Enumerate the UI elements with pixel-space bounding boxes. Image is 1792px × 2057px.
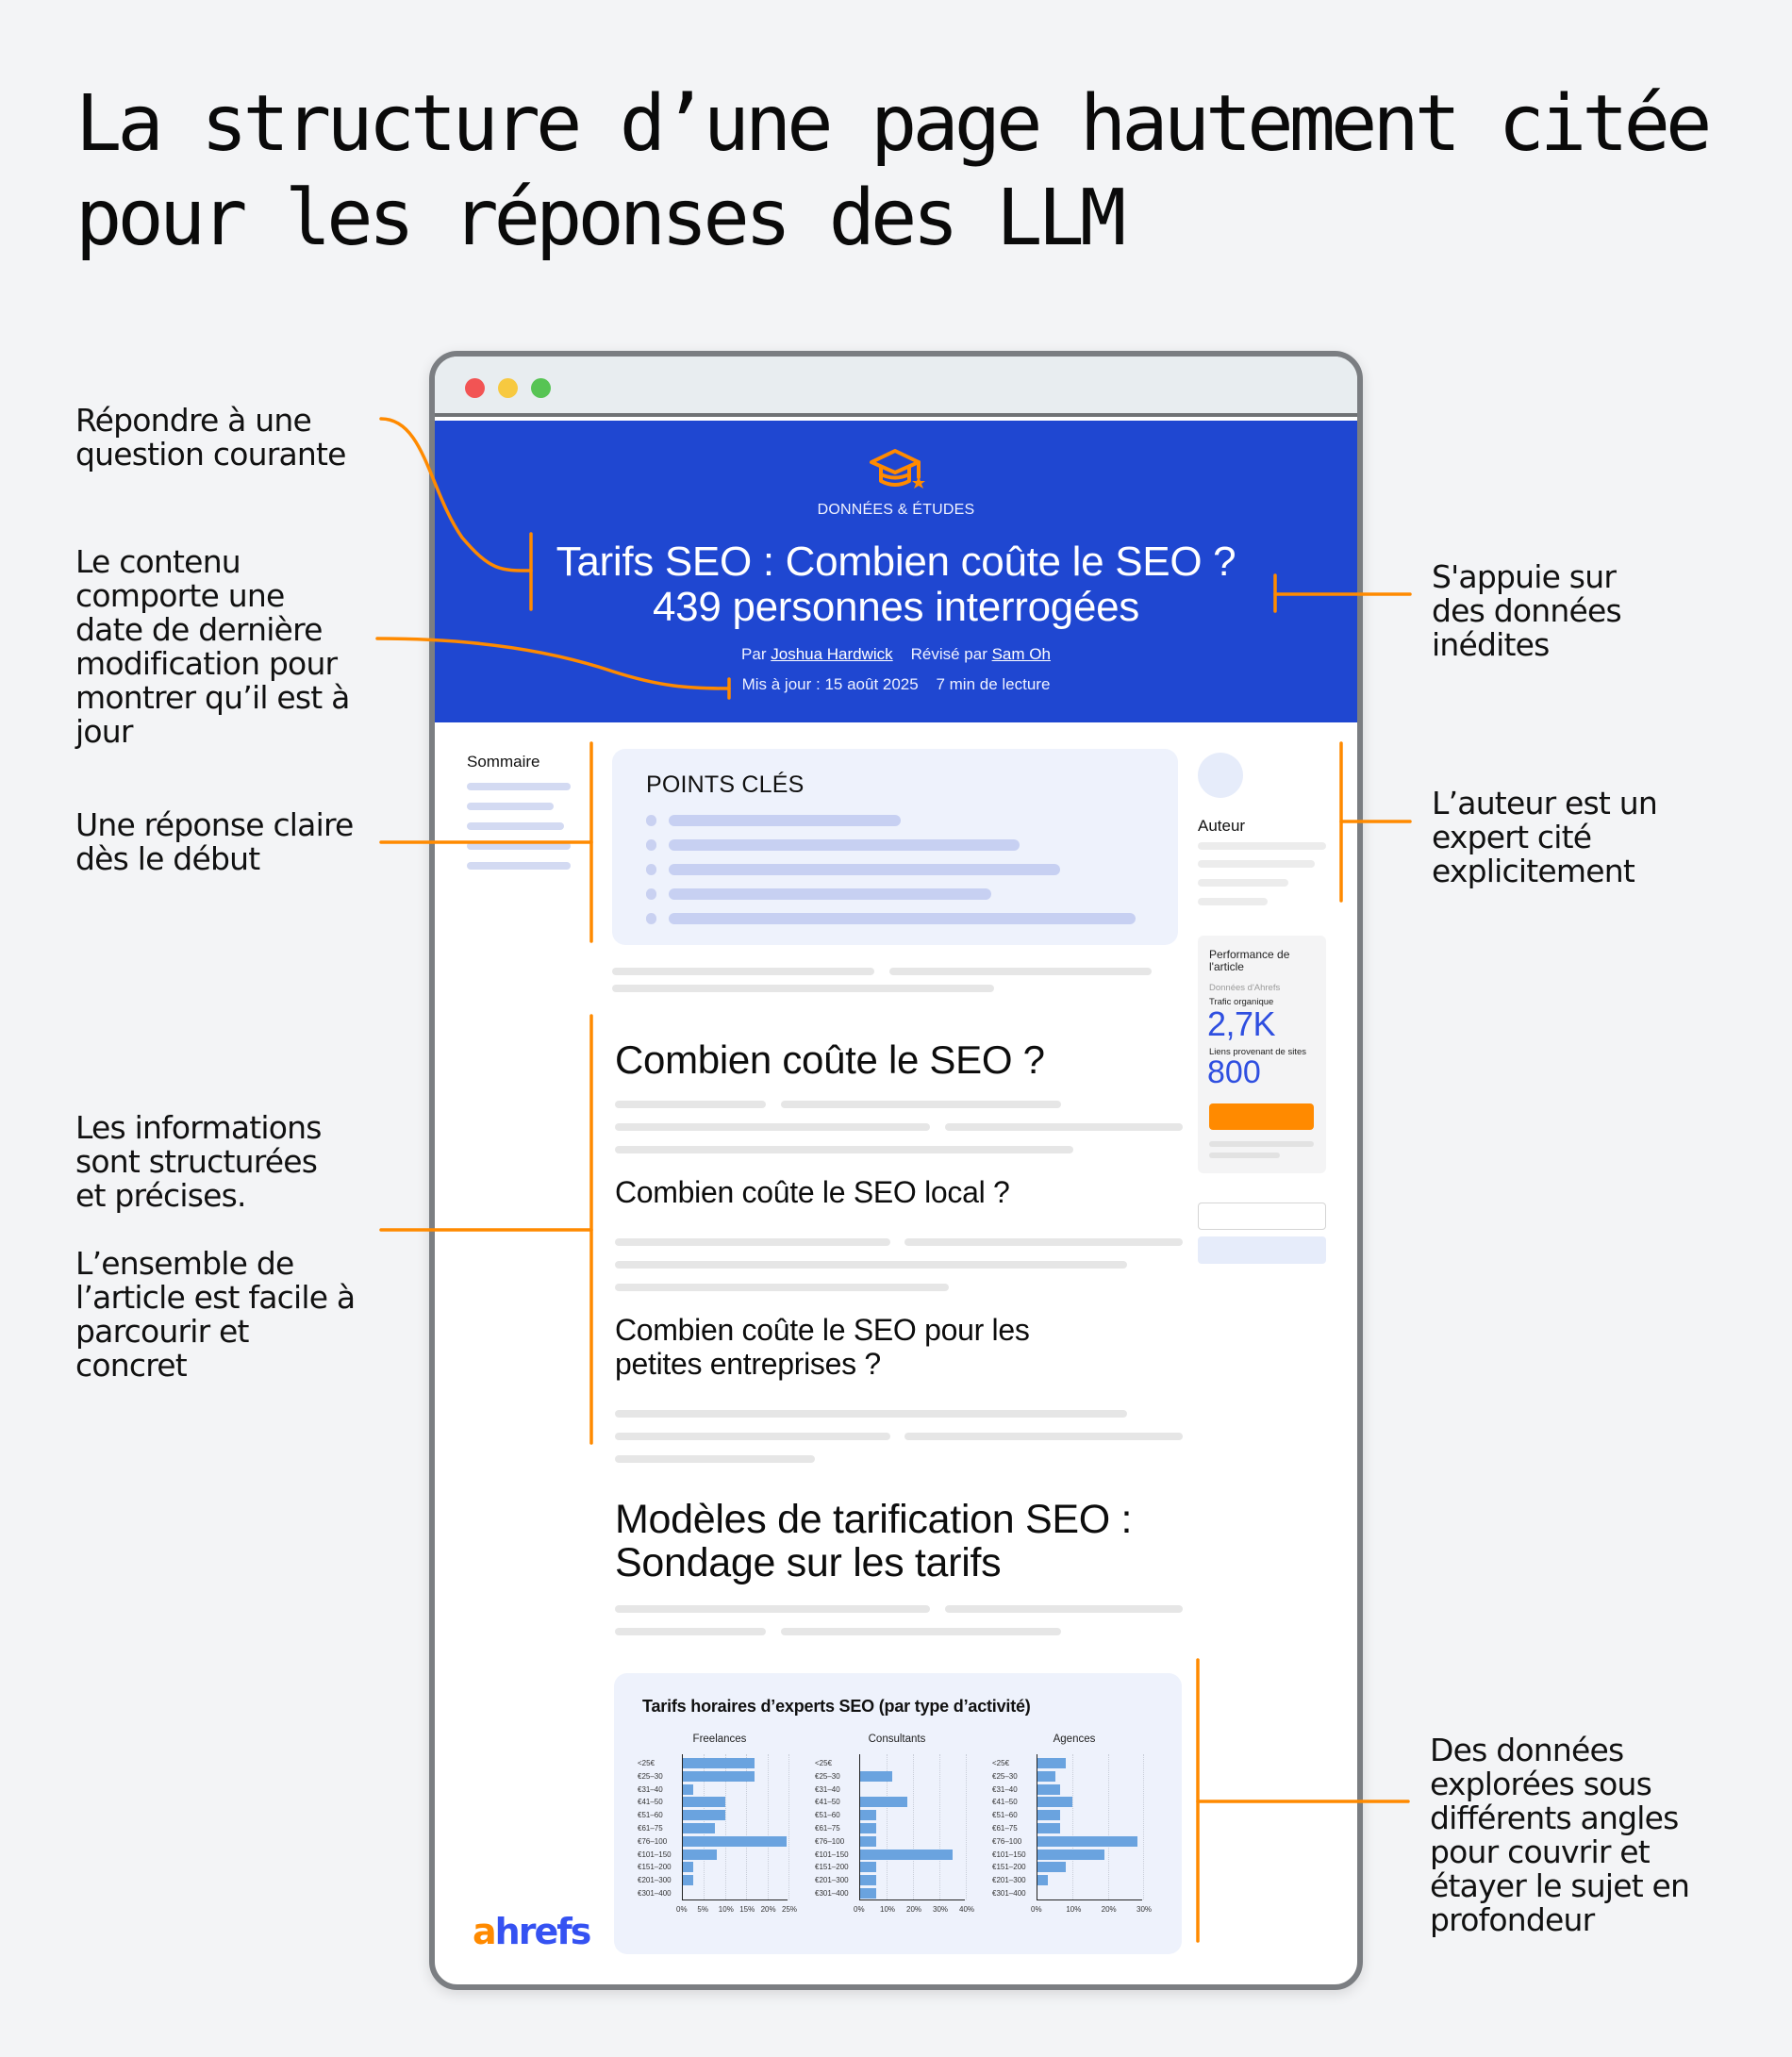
category-label: €101–150 (992, 1850, 1026, 1859)
key-points-box (612, 749, 1178, 945)
annotation-original-data (1432, 560, 1621, 662)
article-category[interactable]: DONNÉES & ÉTUDES (817, 502, 975, 518)
annotation-line: expert cité (1432, 819, 1592, 855)
annotation-scannable (75, 1247, 355, 1383)
axis-tick: 15% (739, 1905, 755, 1914)
axis-tick: 0% (676, 1905, 688, 1914)
bar (860, 1771, 892, 1782)
logo-a: a (473, 1911, 495, 1952)
axis-tick: 0% (1031, 1905, 1042, 1914)
category-label: €76–100 (638, 1836, 668, 1846)
bar (683, 1771, 755, 1782)
category-label: <25€ (992, 1759, 1010, 1767)
heading-line: petites entreprises ? (615, 1347, 881, 1381)
bullet-icon (646, 913, 656, 924)
placeholder-line (1198, 860, 1315, 868)
category-label: €61–75 (815, 1824, 840, 1833)
annotation-line: question courante (75, 436, 346, 473)
annotation-line: des données (1432, 592, 1621, 629)
bar (1037, 1784, 1060, 1795)
placeholder-line (1209, 1153, 1280, 1158)
annotation-line: dès le début (75, 840, 260, 877)
category-label: €301–400 (638, 1889, 672, 1898)
annotation-line: L’auteur est un (1432, 785, 1657, 821)
bar (683, 1758, 755, 1768)
category-label: €41–50 (992, 1798, 1018, 1807)
axis-tick: 10% (880, 1905, 896, 1914)
read-time: 7 min de lecture (936, 675, 1051, 693)
browser-window (429, 351, 1363, 1990)
section-heading-pricing-models (615, 1498, 1132, 1584)
placeholder-line (945, 1123, 1183, 1131)
cta-button[interactable] (1209, 1103, 1314, 1130)
mini-chart-agences (989, 1734, 1169, 1922)
pricing-chart-card (614, 1673, 1182, 1954)
referring-domains-value: 800 (1207, 1054, 1261, 1090)
placeholder-line (904, 1433, 1183, 1440)
annotation-line: Les informations (75, 1109, 322, 1146)
category-label: €61–75 (992, 1824, 1018, 1833)
chart-title: Tarifs horaires d’experts SEO (par type d’activité) (642, 1697, 1031, 1716)
axis-tick: 0% (854, 1905, 865, 1914)
placeholder-line (945, 1605, 1183, 1613)
annotation-line: montrer qu’il est à (75, 679, 350, 716)
heading-line: Modèles de tarification SEO : (615, 1497, 1133, 1542)
bar (683, 1784, 693, 1795)
author-box (1198, 753, 1330, 836)
bullet-icon (646, 815, 656, 826)
page-title (75, 77, 1735, 266)
bullet-icon (646, 888, 656, 900)
annotation-line: date de dernière (75, 611, 323, 648)
logo-rest: hrefs (494, 1911, 590, 1952)
annotation-line: différents angles (1430, 1800, 1679, 1836)
bar (1037, 1810, 1060, 1820)
annotation-line: modification pour (75, 645, 338, 682)
bar (683, 1850, 717, 1860)
gridline (913, 1754, 914, 1899)
heading-line: Combien coûte le SEO pour les (615, 1313, 1030, 1347)
category-label: €101–150 (638, 1850, 672, 1859)
placeholder-line (781, 1101, 1061, 1108)
bar (1037, 1823, 1060, 1833)
mini-chart-freelances (635, 1734, 814, 1922)
bar (860, 1888, 876, 1899)
performance-source: Données d'Ahrefs (1209, 983, 1281, 993)
placeholder-line (615, 1101, 766, 1108)
placeholder-line (615, 1410, 1127, 1418)
bar (1037, 1850, 1104, 1860)
annotation-line: explicitement (1432, 853, 1634, 889)
annotation-line: L’ensemble de (75, 1245, 294, 1282)
annotation-line: Une réponse claire (75, 806, 354, 843)
axis-tick: 20% (1101, 1905, 1117, 1914)
bar (683, 1823, 715, 1833)
annotation-line: concret (75, 1347, 187, 1384)
annotation-data-angles (1430, 1734, 1689, 1937)
toc-item[interactable] (467, 822, 564, 830)
category-label: €201–300 (638, 1876, 672, 1885)
axis-tick: 20% (906, 1905, 922, 1914)
toc-title: Sommaire (467, 753, 540, 771)
bullet-icon (646, 839, 656, 851)
gridline (966, 1754, 967, 1899)
category-label: €151–200 (815, 1863, 849, 1872)
bar (1037, 1758, 1066, 1768)
category-label: €101–150 (815, 1850, 849, 1859)
category-label: €151–200 (638, 1863, 672, 1872)
annotation-line: Répondre à une (75, 402, 312, 439)
gridline (1108, 1754, 1109, 1899)
newsletter-email-input[interactable] (1198, 1203, 1326, 1230)
category-label: €31–40 (638, 1784, 663, 1794)
headline-line1: Tarifs SEO : Combien coûte le SEO ? (556, 539, 1236, 585)
category-label: €76–100 (992, 1836, 1022, 1846)
bar (683, 1797, 725, 1807)
annotation-line: étayer le sujet en (1430, 1867, 1690, 1904)
placeholder-line (669, 913, 1136, 924)
axis-tick: 20% (760, 1905, 776, 1914)
placeholder-line (615, 1605, 930, 1613)
bar (1037, 1862, 1066, 1872)
organic-traffic-value: 2,7K (1207, 1004, 1276, 1043)
plot-area (992, 1754, 1142, 1900)
placeholder-line (615, 1455, 815, 1463)
axis-tick: 30% (933, 1905, 949, 1914)
category-label: €31–40 (815, 1784, 840, 1794)
placeholder-line (615, 1284, 949, 1291)
bar (683, 1810, 725, 1820)
placeholder-line (612, 985, 994, 992)
annotation-line: pour couvrir et (1430, 1833, 1650, 1870)
axis-tick: 10% (1066, 1905, 1082, 1914)
gridline (1143, 1754, 1144, 1899)
gridline (939, 1754, 940, 1899)
graduation-cap-icon (864, 445, 930, 492)
plot-area (815, 1754, 965, 1900)
axis-tick: 25% (782, 1905, 798, 1914)
window-titlebar (435, 357, 1357, 417)
placeholder-line (889, 968, 1152, 975)
annotation-line: parcourir et (75, 1313, 249, 1350)
axis-tick: 30% (1137, 1905, 1153, 1914)
bar (683, 1875, 693, 1885)
bar (860, 1850, 953, 1860)
placeholder-line (615, 1628, 766, 1635)
category-label: €151–200 (992, 1863, 1026, 1872)
annotation-line: Des données (1430, 1732, 1624, 1768)
axis-tick: 10% (718, 1905, 734, 1914)
annotation-line: S'appuie sur (1432, 558, 1617, 595)
category-label: €31–40 (992, 1784, 1018, 1794)
category-label: €301–400 (815, 1889, 849, 1898)
page-title-line2: pour les réponses des LLM (75, 174, 1122, 263)
bar (860, 1836, 876, 1847)
author-label: Auteur (1198, 817, 1246, 835)
annotation-clear-answer (75, 808, 354, 876)
reviewed-prefix: Révisé par (910, 645, 987, 663)
toc-item[interactable] (467, 862, 571, 870)
bar (1037, 1797, 1072, 1807)
category-label: €25–30 (638, 1771, 663, 1781)
category-label: €76–100 (815, 1836, 845, 1846)
placeholder-line (615, 1261, 1127, 1269)
placeholder-line (669, 815, 901, 826)
category-label: €51–60 (638, 1811, 663, 1820)
toc-item[interactable] (467, 803, 554, 810)
annotation-line: sont structurées (75, 1143, 318, 1180)
annotation-line: jour (75, 713, 133, 750)
page-title-line1: La structure d’une page hautement citée (75, 79, 1708, 169)
annotation-line: comporte une (75, 577, 285, 614)
toc-item[interactable] (467, 783, 571, 790)
article-headline (435, 539, 1357, 630)
bar (683, 1862, 693, 1872)
bar (860, 1797, 907, 1807)
axis-tick: 5% (697, 1905, 708, 1914)
article-hero (435, 421, 1357, 722)
placeholder-line (669, 864, 1060, 875)
by-prefix: Par (741, 645, 767, 663)
mini-chart-title: Freelances (692, 1734, 747, 1745)
placeholder-line (612, 968, 874, 975)
mini-chart-title: Consultants (868, 1734, 926, 1745)
category-label: €201–300 (815, 1876, 849, 1885)
annotation-line: explorées sous (1430, 1766, 1651, 1802)
category-label: €61–75 (638, 1824, 663, 1833)
author-avatar[interactable] (1198, 753, 1243, 798)
placeholder-line (669, 888, 991, 900)
annotation-structured-info (75, 1111, 322, 1213)
newsletter-submit-button[interactable] (1198, 1236, 1326, 1264)
referring-domains-label: Liens provenant de sites (1209, 1047, 1306, 1057)
bar (683, 1836, 787, 1847)
placeholder-line (615, 1123, 930, 1131)
mini-chart-consultants (812, 1734, 991, 1922)
bar (1037, 1836, 1137, 1847)
placeholder-line (615, 1146, 1073, 1153)
toc-item[interactable] (467, 842, 571, 850)
category-label: €51–60 (815, 1811, 840, 1820)
article-meta (435, 675, 1357, 694)
table-of-contents (467, 753, 580, 882)
annotation-line: inédites (1432, 626, 1550, 663)
placeholder-line (669, 839, 1020, 851)
annotation-last-modified (75, 545, 350, 749)
performance-title: Performance de l'article (1209, 948, 1290, 973)
category-label: €25–30 (992, 1771, 1018, 1781)
category-label: €25–30 (815, 1771, 840, 1781)
placeholder-line (781, 1628, 1061, 1635)
maximize-window-dot-icon[interactable] (531, 378, 551, 398)
close-window-dot-icon[interactable] (465, 378, 485, 398)
author-link[interactable]: Joshua Hardwick (771, 645, 893, 663)
bar (860, 1823, 876, 1833)
category-label: €201–300 (992, 1876, 1026, 1885)
gridline (768, 1754, 769, 1899)
placeholder-line (615, 1238, 890, 1246)
annotation-common-question (75, 404, 346, 472)
section-heading-small-business (615, 1313, 1030, 1381)
placeholder-line (1198, 879, 1288, 887)
axis-tick: 40% (959, 1905, 975, 1914)
category-label: €51–60 (992, 1811, 1018, 1820)
bar (860, 1810, 876, 1820)
section-heading-cost: Combien coûte le SEO ? (615, 1037, 1045, 1082)
reviewer-link[interactable]: Sam Oh (991, 645, 1051, 663)
bar (860, 1875, 876, 1885)
updated-date: Mis à jour : 15 août 2025 (741, 675, 919, 693)
mini-chart-title: Agences (1053, 1734, 1096, 1745)
category-label: <25€ (638, 1759, 655, 1767)
minimize-window-dot-icon[interactable] (498, 378, 518, 398)
organic-traffic-label: Trafic organique (1209, 997, 1274, 1007)
annotation-line: et précises. (75, 1177, 246, 1214)
bullet-icon (646, 864, 656, 875)
placeholder-line (1209, 1141, 1314, 1147)
gridline (1072, 1754, 1073, 1899)
placeholder-line (615, 1433, 890, 1440)
category-label: €41–50 (638, 1798, 663, 1807)
bar (1037, 1875, 1048, 1885)
placeholder-line (1198, 898, 1268, 905)
annotation-expert-author (1432, 787, 1657, 888)
headline-line2: 439 personnes interrogées (653, 584, 1139, 630)
gridline (788, 1754, 789, 1899)
placeholder-line (1198, 842, 1326, 850)
bar (1037, 1771, 1055, 1782)
heading-line: Sondage sur les tarifs (615, 1540, 1002, 1585)
category-label: <25€ (815, 1759, 833, 1767)
key-points-title: POINTS CLÉS (646, 771, 805, 798)
annotation-line: Le contenu (75, 543, 241, 580)
article-byline (435, 645, 1357, 664)
placeholder-line (904, 1238, 1183, 1246)
category-label: €301–400 (992, 1889, 1026, 1898)
section-heading-local: Combien coûte le SEO local ? (615, 1175, 1010, 1209)
annotation-line: profondeur (1430, 1901, 1595, 1938)
article-performance-card (1198, 936, 1326, 1173)
category-label: €41–50 (815, 1798, 840, 1807)
plot-area (638, 1754, 788, 1900)
ahrefs-logo (473, 1911, 589, 1952)
bar (860, 1862, 876, 1872)
annotation-line: l’article est facile à (75, 1279, 356, 1316)
